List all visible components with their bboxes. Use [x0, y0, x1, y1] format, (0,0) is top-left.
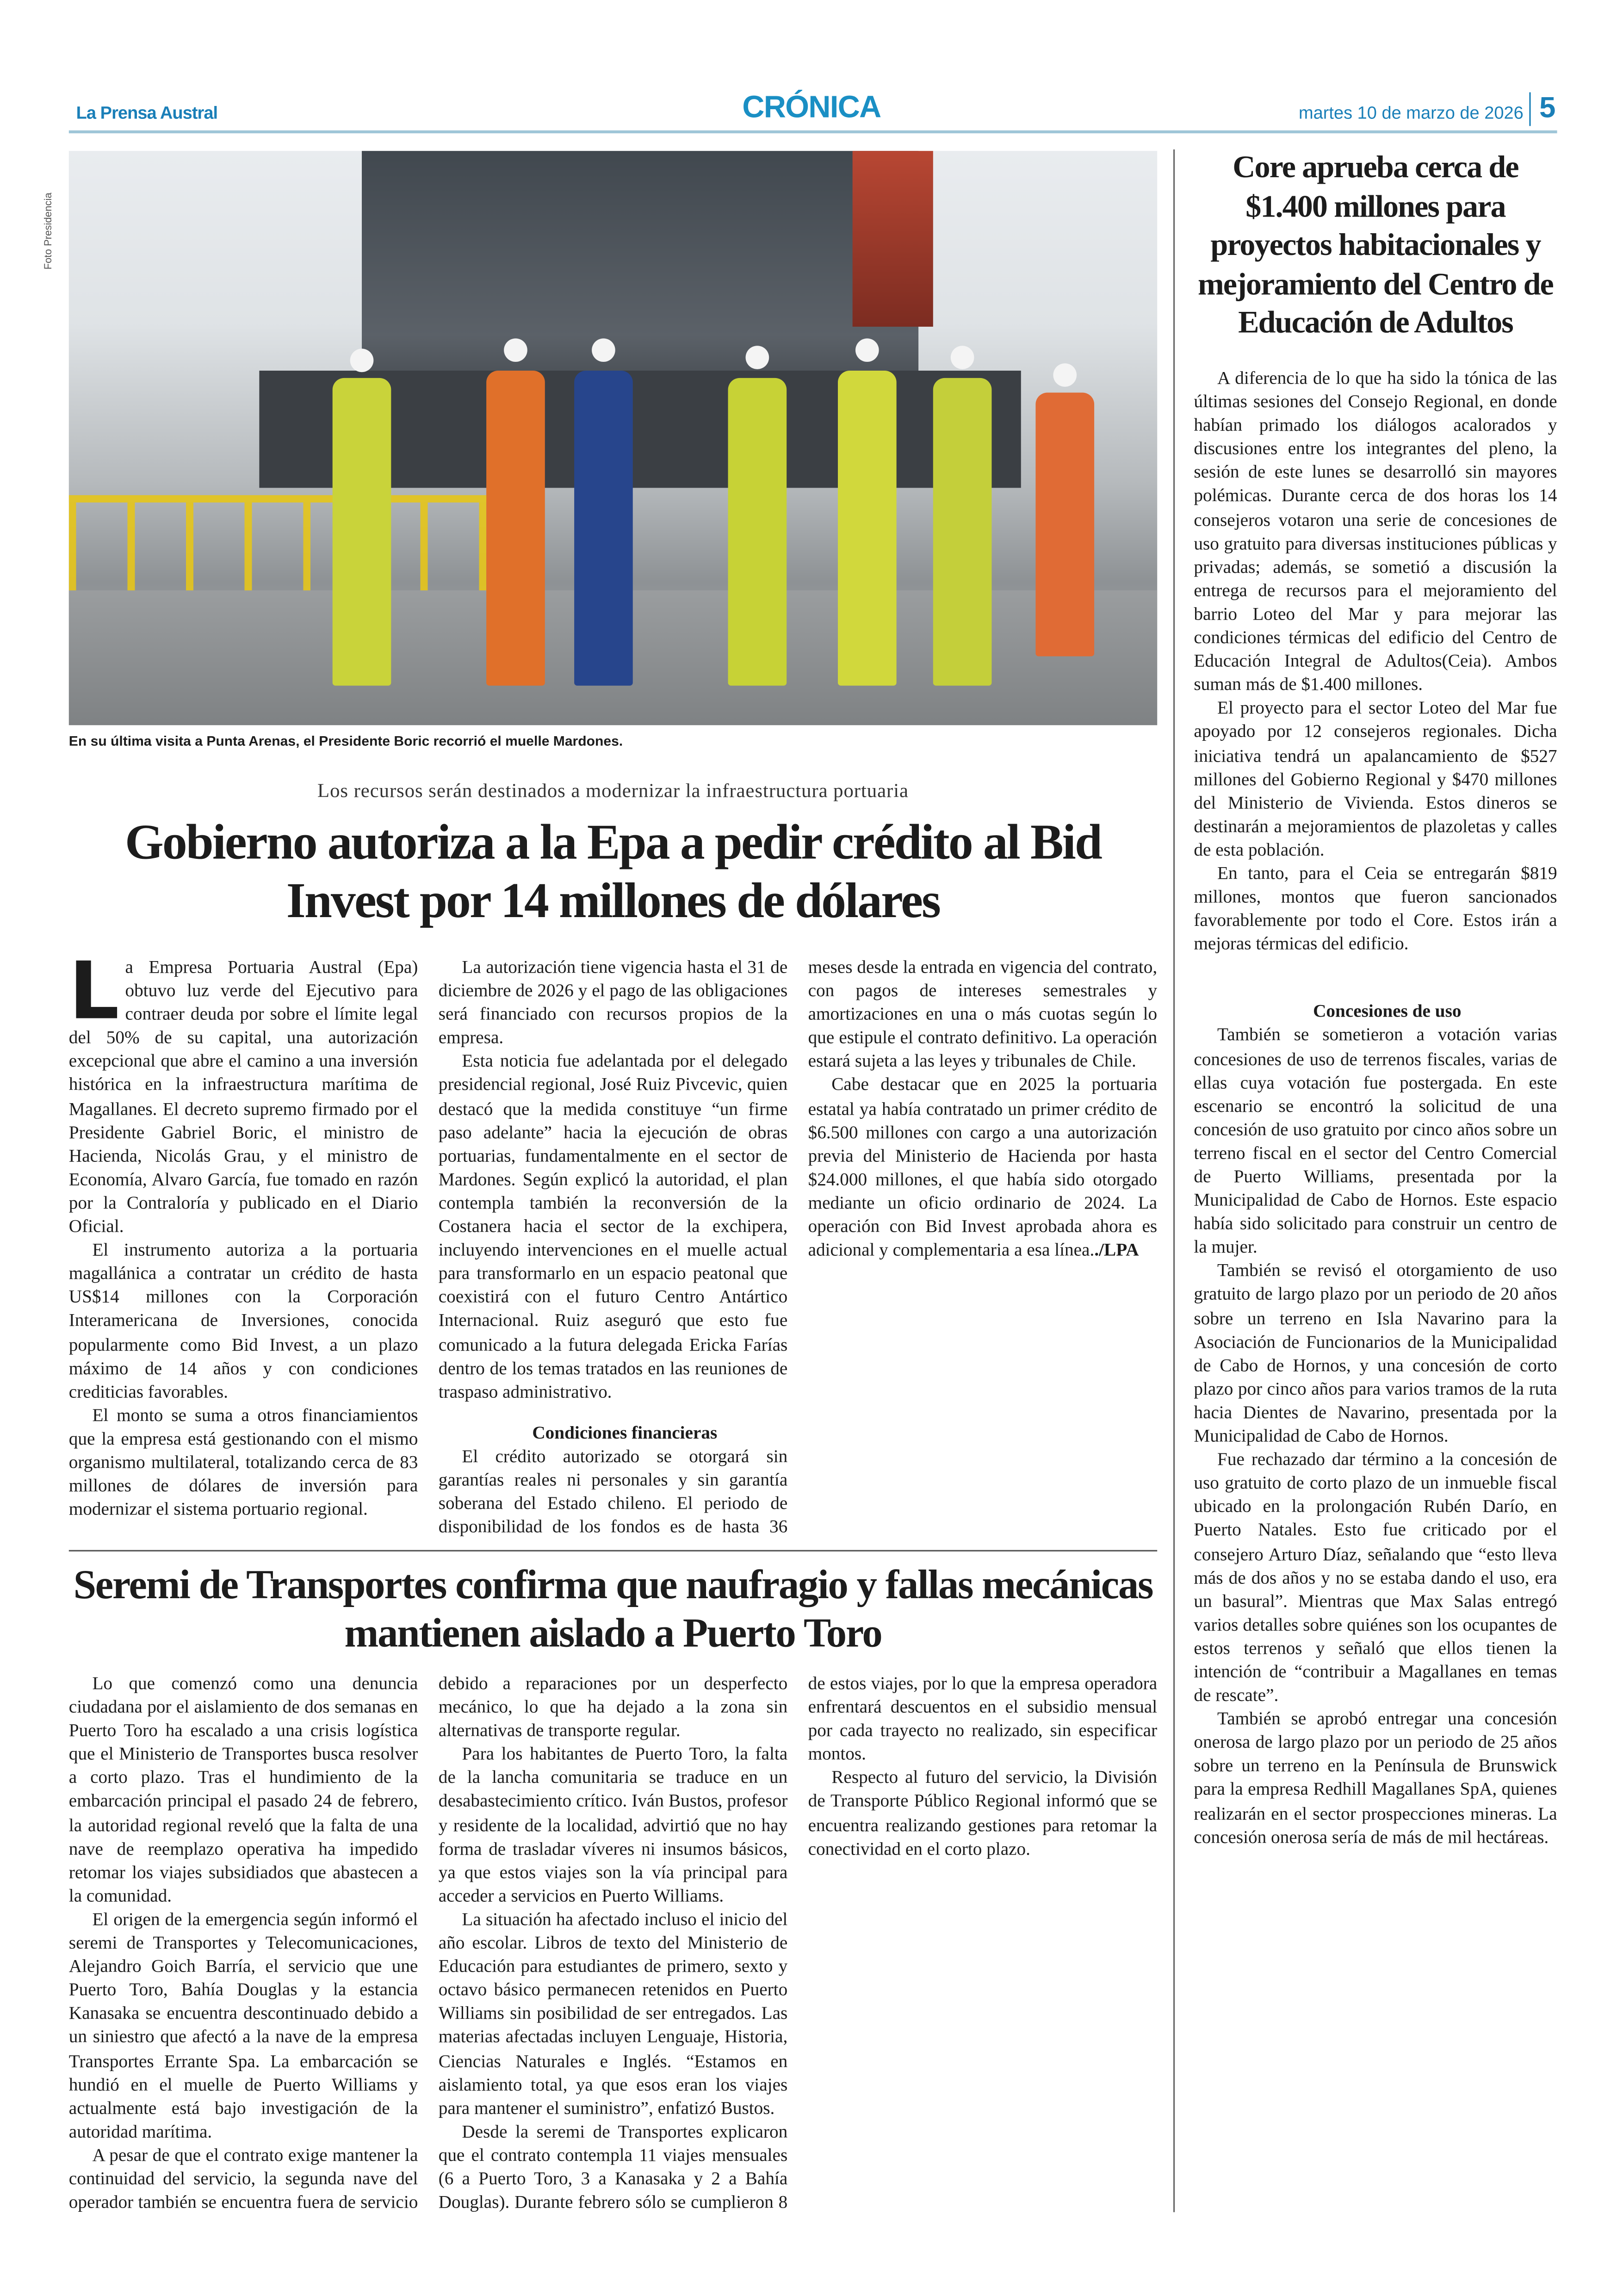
paragraph: El monto se suma a otros financiamientos que la empresa está gestionando con el mismo organismo multilateral, totalizando cerca de 83 millones de dólares de inversión para modernizar el sistema portuario regional.: [68, 1404, 418, 1520]
paragraph: A diferencia de lo que ha sido la tónica de las últimas sesiones del Consejo Regional, en donde habían primado los diálogos acalorados y discusiones entre los integrantes del pleno, la sesión de este lunes se desarrolló sin mayores polémicas. Durante cerca de dos horas los 14 consejeros votaron una serie de concesiones de uso gratuito para diversas instituciones públicas y privadas; además, se sometió a discusión la entrega de recursos para el mejoramiento del barrio Loteo del Mar y para mejorar las condiciones térmicas del edificio del Centro de Educación Integral de Adultos(Ceia). Ambos suman más de $1.400 millones.: [1194, 367, 1557, 695]
column-divider: [1173, 149, 1175, 2212]
paragraph: En tanto, para el Ceia se entregarán $819 millones, montos que fueron sancionados favorablemente por todo el Core. Estos irán a mejoras térmicas del edificio.: [1194, 863, 1557, 954]
page-number: 5: [1529, 92, 1555, 126]
paragraph: Fue rechazado dar término a la concesión de uso gratuito de corto plazo de un inmueble fiscal ubicado en la prolongación Rubén Darío, en Puerto Natales. Esto fue criticado por el consejero Arturo Díaz, señalando que “esto lleva más de dos años y no se estaba dando el uso, era un basural”. Mientras que Max Salas entregó varios detalles sobre quiénes son los ocupantes de estos terrenos y señaló que ellos tienen la intención de “contribuir a Magallanes en temas de rescate”.: [1194, 1449, 1557, 1706]
article-body: [1194, 366, 1557, 2215]
news-photo: [69, 151, 1157, 725]
paragraph: El origen de la emergencia según informó el seremi de Transportes y Telecomunicaciones, Alejandro Goich Barría, el servicio que une Puerto Toro, Bahía Douglas y la estancia Kanasaka se encuentra descontinuado debido a un siniestro que afectó a la nave de la empresa Transportes Errante Spa. La embarcación se hundió en el muelle de Puerto Williams y actualmente está bajo investigación de la autoridad marítima.: [68, 1909, 418, 2142]
paragraph: Cabe destacar que en 2025 la portuaria estatal ya había contratado un primer crédito de $6.500 millones con cargo a una autorización previa del Ministerio de Hacienda por hasta $24.000 millones, el que había sido otorgado mediante un oficio ordinario de 2024. La operación con Bid Invest aprobada ahora es adicional y complementaria a esa línea../LPA: [808, 1074, 1158, 1260]
paragraph: El proyecto para el sector Loteo del Mar fue apoyado por 12 consejeros regionales. Dicha iniciativa tendrá un apalancamiento de $527 millones del Gobierno Regional y $470 millones del Ministerio de Vivienda. Estos dineros se destinarán a mejoramientos de plazoletas y calles de esta población.: [1194, 698, 1557, 860]
section-title: CRÓNICA: [742, 91, 881, 125]
photo-credit: Foto Presidencia: [43, 192, 55, 270]
paragraph: Respecto al futuro del servicio, la División de Transporte Público Regional informó que se encuentra realizando gestiones para retomar la conectividad en el corto plazo.: [808, 1767, 1158, 1859]
paragraph: También se sometieron a votación varias concesiones de uso de terrenos fiscales, varias de ellas cuya votación fue postergada. En este escenario se encontró la solicitud de una concesión de uso gratuito por cinco años sobre un terreno fiscal en el sector del Centro Comercial de Puerto Williams, presentada por la Municipalidad de Cabo de Hornos. Este espacio había sido solicitado para construir un centro de la mujer.: [1194, 1024, 1557, 1258]
paragraph: Desde la seremi de Transportes explicaron que el contrato contempla 11 viajes mensuales (6 a Puerto Toro, 3 a Kanasaka y 2 a Bahía Douglas). Durante febrero sólo se cumplieron 8 de estos viajes, por lo que la empresa operadora enfrentará descuentos en el subsidio mensual por cada trayecto no realizado, sin especificar montos.: [438, 1673, 1158, 2213]
paragraph: También se revisó el otorgamiento de uso gratuito de largo plazo por un periodo de 20 años sobre un terreno en Isla Navarino para la Asociación de Funcionarios de la Municipalidad de Cabo de Hornos, y una concesión de corto plazo por cinco años para varios tramos de la ruta hacia Dientes de Navarino, presentada por la Municipalidad de Cabo de Hornos.: [1194, 1260, 1557, 1446]
article-body: [68, 945, 1158, 1547]
paragraph: La situación ha afectado incluso el inicio del año escolar. Libros de texto del Ministerio de Educación para estudiantes de primero, sexto y octavo básico permanecen retenidos en Puerto Williams sin posibilidad de ser entregados. Las materias afectadas incluyen Lenguaje, Historia, Ciencias Naturales e Inglés. “Estamos en aislamiento total, ya que esos eran los viajes para mantener el suministro”, enfatizó Bustos.: [438, 1909, 788, 2118]
photo-caption: En su última visita a Punta Arenas, el Presidente Boric recorrió el muelle Mardones.: [68, 734, 623, 751]
paragraph: También se aprobó entregar una concesión onerosa de largo plazo por un periodo de 25 años sobre un terreno en la Península de Brunswick para la empresa Redhill Magallanes SpA, quienes realizarán en el sector prospecciones mineras. La concesión onerosa sería de más de mil hectáreas.: [1194, 1708, 1557, 1847]
drop-cap: L: [68, 945, 119, 1037]
paragraph: A pesar de que el contrato exige mantener la continuidad del servicio, la segunda nave del operador también se encuentra fuera de servicio debido a reparaciones por un desperfecto mecánico, lo que ha dejado a la zona sin alternativas de transporte regular.: [68, 1673, 788, 2213]
article-headline: Gobierno autoriza a la Epa a pedir crédito al Bid Invest por 14 millones de dólares: [124, 816, 1102, 929]
paragraph: Esta noticia fue adelantada por el delegado presidencial regional, José Ruiz Pivcevic, quien destacó que la medida constituye “un firme paso adelante” hacia la ejecución de obras portuarias, fundamentalmente en el sector de Mardones. Según explicó la autoridad, el plan contempla también la reconversión de la Costanera hacia el sector de la exchipera, incluyendo intervenciones en el muelle actual para transformarlo en un espacio peatonal que coexistirá con el futuro Centro Antártico Internacional. Ruiz aseguró que esto fue comunicado a la futura delegada Ericka Farías dentro de los temas tratados en las reuniones de traspaso administrativo.: [438, 1051, 788, 1402]
paragraph: Para los habitantes de Puerto Toro, la falta de la lancha comunitaria se traduce en un desabastecimiento crítico. Iván Bustos, profesor y residente de la localidad, advirtió que no hay forma de trasladar víveres ni insumos básicos, ya que estos viajes son la vía principal para acceder a servicios en Puerto Williams.: [438, 1744, 788, 1906]
subheading: Condiciones financieras: [532, 1422, 718, 1443]
paragraph: L a Empresa Portuaria Austral (Epa) obtuvo luz verde del Ejecutivo para contraer deuda por sobre el límite legal del 50% de su capital, una autorización excepcional que abre el camino a una inversión histórica en la infraestructura marítima de Magallanes. El decreto supremo firmado por el Presidente Gabriel Boric, el ministro de Hacienda, Nicolás Grau, y el ministro de Economía, Alvaro García, fue tomado en razón por la Contraloría y publicado en el Diario Oficial.: [68, 945, 418, 1237]
paragraph: Lo que comenzó como una denuncia ciudadana por el aislamiento de dos semanas en Puerto Toro ha escalado a una crisis logística que el Ministerio de Transportes busca resolver a corto plazo. Tras el hundimiento de la embarcación principal el pasado 24 de febrero, la autoridad regional reveló que la falta de una nave de reemplazo operativa ha impedido retomar los viajes subsidiados que abastecen a la comunidad.: [68, 1673, 418, 1906]
paragraph: La autorización tiene vigencia hasta el 31 de diciembre de 2026 y el pago de las obligaciones será financiado con recursos propios de la empresa.: [438, 956, 788, 1048]
paragraph: El crédito autorizado se otorgará sin garantías reales ni personales y sin garantía soberana del Estado chileno. El periodo de disponibilidad de los fondos es de hasta 36 meses desde la entrada en vigencia del contrato, con pagos de intereses semestrales y amortizaciones en una o más cuotas según lo que estipule el contrato definitivo. La operación estará sujeta a las leyes y tribunales de Chile.: [438, 956, 1158, 1537]
article-headline: Core aprueba cerca de $1.400 millones para proyectos habitacionales y mejoramiento del Centro de Educación de Adultos: [1197, 149, 1553, 340]
article-headline: Seremi de Transportes confirma que naufragio y fallas mecánicas mantienen aislado a Puerto Toro: [73, 1563, 1153, 1657]
article-body: [69, 1672, 1157, 2217]
paragraph: El instrumento autoriza a la portuaria magallánica a contratar un crédito de hasta US$14 millones con la Corporación Interamericana de Inversiones, conocida popularmente como Bid Invest, a un plazo máximo de 14 años y con condiciones crediticias favorables.: [68, 1239, 418, 1402]
article-separator: [69, 1550, 1157, 1551]
header-rule: [69, 130, 1557, 133]
article-kicker: Los recursos serán destinados a modernizar la infraestructura portuaria: [317, 779, 909, 801]
author-signature: ./LPA: [1094, 1239, 1139, 1260]
newspaper-brand: La Prensa Austral: [76, 102, 218, 123]
issue-date: martes 10 de marzo de 2026: [1298, 102, 1524, 123]
subheading: Concesiones de uso: [1313, 1001, 1462, 1022]
